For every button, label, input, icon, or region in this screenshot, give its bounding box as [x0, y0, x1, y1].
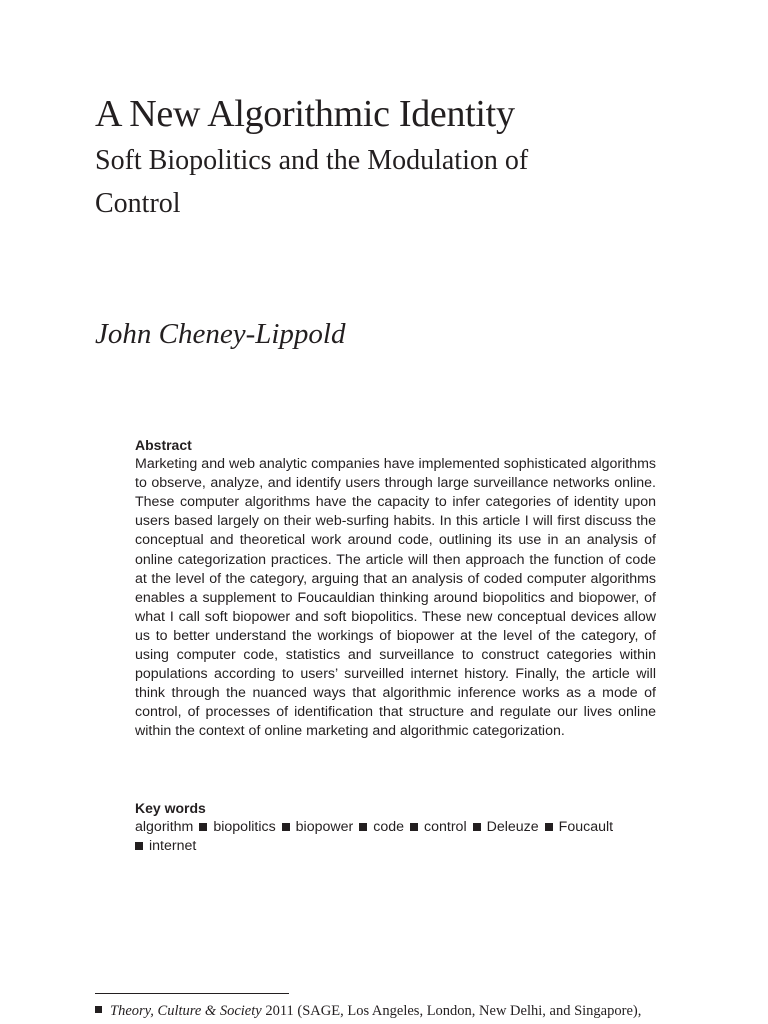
- square-bullet-icon: [545, 823, 553, 831]
- keyword: code: [373, 819, 405, 835]
- square-bullet-icon: [199, 823, 207, 831]
- keywords-section: [135, 799, 656, 856]
- keyword: algorithm: [135, 819, 194, 835]
- keyword: Deleuze: [486, 819, 539, 835]
- keyword: biopolitics: [213, 819, 276, 835]
- square-bullet-icon: [282, 823, 290, 831]
- keyword: biopower: [295, 819, 354, 835]
- author-name: John Cheney-Lippold: [95, 318, 346, 350]
- footnote-divider: [95, 993, 289, 994]
- abstract-section: [135, 436, 656, 742]
- square-bullet-icon: [410, 823, 418, 831]
- journal-footnote: [95, 1001, 675, 1021]
- keyword: control: [424, 819, 467, 835]
- abstract-text: Marketing and web analytic companies have implemented sophisticated algorithms to observe, analyze, and identify users through large surveillance networks online. These computer algorithms have the capacity to infer categories of identity upon users based largely on their web-surfing habits. In this article I will first discuss the conceptual and theoretical work around code, outlining its use in an analysis of online categorization practices. The article will then approach the function of code at the level of the category, arguing that an analysis of coded computer algorithms enables a supplement to Foucauldian thinking around biopolitics and biopower, of what I call soft biopower and soft biopolitics. These new conceptual devices allow us to better understand the workings of biopower at the level of the category, of using computer code, statistics and surveillance to construct categories within populations according to users’ surveilled internet history. Finally, the article will think through the nuanced ways that algorithmic inference works as a mode of control, of processes of identification that structure and regulate our lives online within the context of online marketing and algorithmic categorization.: [135, 456, 656, 740]
- article-title: A New Algorithmic Identity: [95, 93, 515, 135]
- square-bullet-icon: [95, 1006, 102, 1013]
- keywords-list: [135, 818, 656, 856]
- keywords-heading: Key words: [135, 800, 206, 816]
- abstract-heading: Abstract: [135, 437, 192, 453]
- keyword: Foucault: [558, 819, 614, 835]
- article-subtitle: Soft Biopolitics and the Modulation of Control: [95, 145, 529, 219]
- square-bullet-icon: [359, 823, 367, 831]
- square-bullet-icon: [473, 823, 481, 831]
- journal-details: 2011 (SAGE, Los Angeles, London, New Delhi, and Singapore),: [261, 1003, 642, 1019]
- journal-name: Theory, Culture & Society: [110, 1003, 262, 1019]
- square-bullet-icon: [135, 842, 143, 850]
- keyword: internet: [149, 838, 197, 854]
